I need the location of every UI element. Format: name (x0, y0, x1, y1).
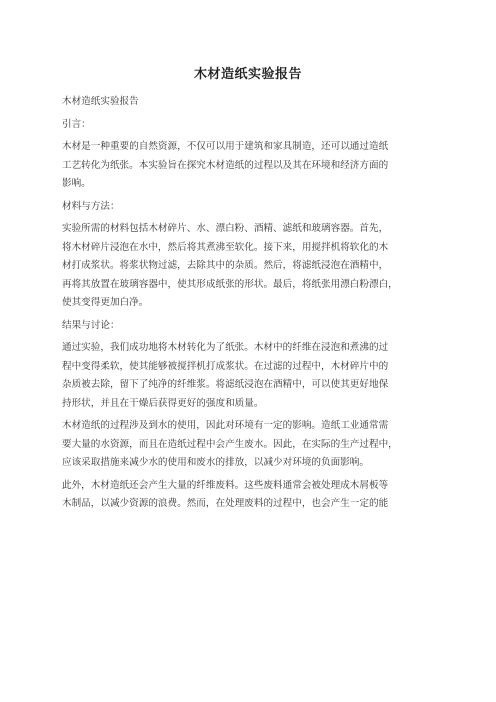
text-line: 应该采取措施来减少水的使用和废水的排放，以减少对环境的负面影响。 (62, 457, 369, 468)
text-line: 材料与方法： (62, 200, 120, 212)
document-body (62, 93, 442, 518)
text-line: 将木材碎片浸泡在水中，然后将其煮沸至软化。接下来，用搅拌机将软化的木 (62, 241, 389, 253)
text-line: 木材是一种重要的自然资源，不仅可以用于建筑和家具制造，还可以通过造纸 (62, 141, 389, 152)
text-line: 程中变得柔软，使其能够被搅拌机打成浆状。在过滤的过程中，木材碎片中的 (62, 360, 389, 372)
text-line: 木材造纸实验报告 (62, 96, 139, 107)
text-line: 使其变得更加白净。 (62, 297, 149, 308)
text-line: 影响。 (62, 178, 91, 189)
text-line: 此外，木材造纸还会产生大量的纤维废料。这些废料通常会被处理成木屑板等 (62, 479, 389, 491)
para-waste (62, 477, 442, 514)
text-line: 通过实验，我们成功地将木材转化为了纸张。木材中的纤维在浸泡和煮沸的过 (62, 342, 389, 353)
para-intro (62, 138, 442, 194)
text-line: 实验所需的材料包括木材碎片、水、漂白粉、酒精、滤纸和玻璃容器。首先， (62, 223, 389, 234)
para-subtitle (62, 93, 442, 112)
para-environment (62, 417, 442, 473)
para-intro-heading (62, 116, 442, 135)
text-line: 木材造纸的过程涉及到水的使用，因此对环境有一定的影响。造纸工业通常需 (62, 420, 389, 431)
text-line: 杂质被去除，留下了纯净的纤维浆。将滤纸浸泡在酒精中，可以使其更好地保 (62, 379, 389, 390)
document-title: 木材造纸实验报告 (193, 67, 302, 82)
para-methods (62, 220, 442, 313)
para-results-heading (62, 317, 442, 336)
text-line: 木制品，以减少资源的浪费。然而，在处理废料的过程中，也会产生一定的能 (62, 498, 389, 509)
text-line: 持形状，并且在干燥后获得更好的强度和质量。 (62, 397, 264, 409)
text-line: 引言： (62, 118, 91, 130)
para-methods-heading (62, 198, 442, 217)
text-line: 材打成浆状。将浆状物过滤，去除其中的杂质。然后，将滤纸浸泡在酒精中， (62, 260, 389, 271)
para-results (62, 339, 442, 413)
text-line: 要大量的水资源，而且在造纸过程中会产生废水。因此，在实际的生产过程中， (62, 438, 398, 450)
text-line: 结果与讨论： (62, 319, 120, 331)
text-line: 工艺转化为纸张。本实验旨在探究木材造纸的过程以及其在环境和经济方面的 (62, 159, 389, 171)
text-line: 再将其放置在玻璃容器中，使其形成纸张的形状。最后，将纸张用漂白粉漂白， (62, 278, 398, 290)
